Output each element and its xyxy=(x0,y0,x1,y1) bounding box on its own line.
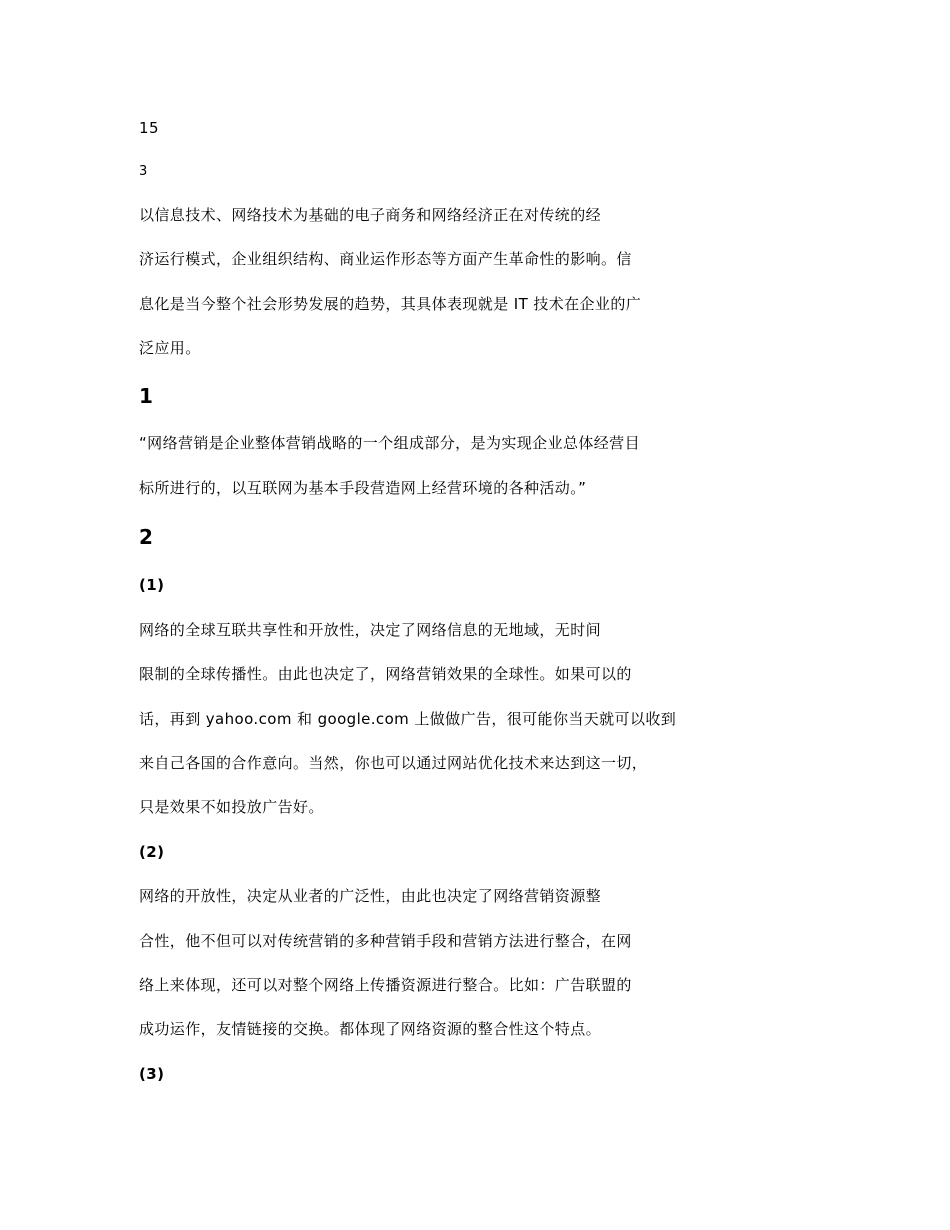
intro-line-1: 以信息技术、网络技术为基础的电子商务和网络经济正在对传统的经 xyxy=(139,206,602,224)
subsection-1-line-2: 限制的全球传播性。由此也决定了，网络营销效果的全球性。如果可以的 xyxy=(139,665,632,683)
subsection-1-label: (1) xyxy=(139,576,165,594)
subsection-2-line-4: 成功运作，友情链接的交换。都体现了网络资源的整合性这个特点。 xyxy=(139,1020,602,1038)
intro-line-4: 泛应用。 xyxy=(139,339,201,357)
section-2-heading: 2 xyxy=(139,525,154,549)
intro-line-3: 息化是当今整个社会形势发展的趋势，其具体表现就是 IT 技术在企业的广 xyxy=(139,295,642,313)
page-number-15: 15 xyxy=(139,119,159,137)
subsection-2-line-2: 合性，他不但可以对传统营销的多种营销手段和营销方法进行整合，在网 xyxy=(139,932,632,950)
subsection-2-line-3: 络上来体现，还可以对整个网络上传播资源进行整合。比如：广告联盟的 xyxy=(139,976,632,994)
section-1-line-2: 标所进行的，以互联网为基本手段营造网上经营环境的各种活动。” xyxy=(139,479,587,497)
subsection-1-line-5: 只是效果不如投放广告好。 xyxy=(139,798,324,816)
page-number-3: 3 xyxy=(139,164,148,179)
subsection-2-label: (2) xyxy=(139,843,165,861)
subsection-1-line-1: 网络的全球互联共享性和开放性，决定了网络信息的无地域，无时间 xyxy=(139,621,602,639)
subsection-2-line-1: 网络的开放性，决定从业者的广泛性，由此也决定了网络营销资源整 xyxy=(139,887,602,905)
subsection-1-line-4: 来自己各国的合作意向。当然，你也可以通过网站优化技术来达到这一切， xyxy=(139,754,648,772)
subsection-1-line-3: 话，再到 yahoo.com 和 google.com 上做做广告，很可能你当天就可以收到 xyxy=(139,710,677,728)
subsection-3-label: (3) xyxy=(139,1065,165,1083)
section-1-line-1: “网络营销是企业整体营销战略的一个组成部分，是为实现企业总体经营目 xyxy=(139,434,640,452)
intro-line-2: 济运行模式，企业组织结构、商业运作形态等方面产生革命性的影响。信 xyxy=(139,250,632,268)
section-1-heading: 1 xyxy=(139,384,154,408)
